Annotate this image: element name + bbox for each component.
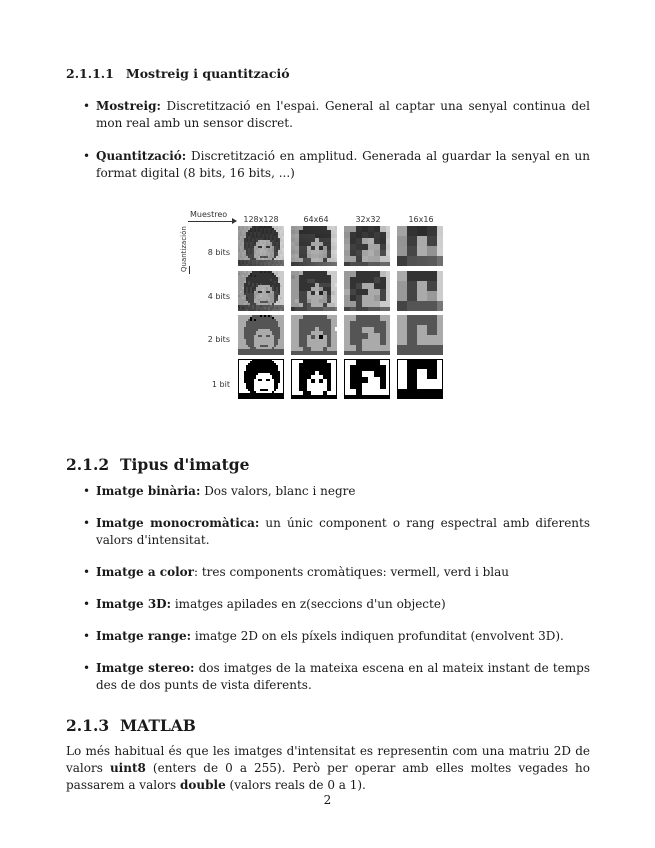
column-label: 16x16 xyxy=(408,215,434,224)
thumbnail-image xyxy=(344,315,390,355)
bullet-icon: • xyxy=(83,661,91,675)
paragraph-text: Lo més habitual és que les imatges d'intensitat es representin com una matriu 2D de valors xyxy=(66,744,590,775)
term: Imatge a color xyxy=(96,565,194,579)
bullet-icon: • xyxy=(83,516,91,530)
bullet-icon: • xyxy=(83,597,91,611)
subsection-heading-matlab xyxy=(66,716,196,735)
thumbnail-image xyxy=(291,359,337,399)
definition: Discretització en amplitud. Generada al guardar la senyal en un format digital (8 bits, 16 bits, ...) xyxy=(96,149,590,180)
subsection-title: MATLAB xyxy=(120,716,196,735)
thumbnail-image xyxy=(397,226,443,266)
arrow-right-icon xyxy=(188,221,236,222)
row-label: 1 bit xyxy=(211,380,230,389)
term: Imatge monocromàtica: xyxy=(96,516,260,530)
list-item xyxy=(66,98,590,132)
subsubsection-heading xyxy=(66,66,290,81)
subsubsection-title: Mostreig i quantització xyxy=(125,66,290,81)
definition: Dos valors, blanc i negre xyxy=(200,484,356,498)
row-label: 8 bits xyxy=(207,248,230,257)
thumbnail-image xyxy=(291,226,337,266)
sampling-list xyxy=(66,98,590,182)
bullet-icon: • xyxy=(83,629,91,643)
column-label: 64x64 xyxy=(303,215,329,224)
thumbnail-image xyxy=(238,271,284,311)
term: Imatge binària: xyxy=(96,484,201,498)
list-item xyxy=(66,564,590,581)
thumbnail-image xyxy=(344,359,390,399)
column-label: 32x32 xyxy=(355,215,381,224)
subsection-number: 2.1.2 xyxy=(66,455,110,474)
keyword-double: double xyxy=(180,778,226,792)
definition: imatges apilades en z(seccions d'un objecte) xyxy=(171,597,446,611)
list-item xyxy=(66,596,590,613)
thumbnail-image xyxy=(238,359,284,399)
definition: imatge 2D on els píxels indiquen profunditat (envolvent 3D). xyxy=(191,629,564,643)
paragraph-text: (enters de 0 a 255). Però per operar amb elles moltes vegades ho passarem a valors xyxy=(66,761,590,792)
bullet-icon: • xyxy=(83,149,91,163)
list-item xyxy=(66,148,590,182)
thumbnail-image xyxy=(397,271,443,311)
definition: : tres components cromàtiques: vermell, verd i blau xyxy=(193,565,510,579)
row-label: 4 bits xyxy=(207,292,230,301)
subsection-heading-types xyxy=(66,455,249,474)
thumbnail-image xyxy=(291,315,337,355)
definition: un únic component o rang espectral amb diferents valors d'intensitat. xyxy=(96,516,591,547)
thumbnail-image xyxy=(344,271,390,311)
list-item xyxy=(66,628,590,645)
column-label: 128x128 xyxy=(243,215,279,224)
figure-axis-title: Muestreo xyxy=(190,210,228,219)
arrow-down-icon xyxy=(189,266,190,274)
term: Mostreig: xyxy=(96,99,161,113)
bullet-icon: • xyxy=(83,99,91,113)
thumbnail-image xyxy=(238,226,284,266)
thumbnail-image xyxy=(397,359,443,399)
definition: Discretització en l'espai. General al captar una senyal continua del mon real amb un sensor discret. xyxy=(96,99,590,130)
sampling-quantization-figure xyxy=(176,210,451,410)
image-types-list xyxy=(66,483,590,694)
subsection-title: Tipus d'imatge xyxy=(120,455,250,474)
term: Imatge stereo: xyxy=(96,661,195,675)
thumbnail-image xyxy=(291,271,337,311)
subsubsection-number: 2.1.1.1 xyxy=(66,66,114,81)
thumbnail-image xyxy=(238,315,284,355)
bullet-icon: • xyxy=(83,565,91,579)
paragraph-text: (valors reals de 0 a 1). xyxy=(225,778,366,792)
page-number: 2 xyxy=(323,793,332,807)
keyword-uint8: uint8 xyxy=(109,761,146,775)
matlab-paragraph xyxy=(66,743,590,794)
row-label: 2 bits xyxy=(207,335,230,344)
thumbnail-image xyxy=(344,226,390,266)
term: Imatge range: xyxy=(96,629,192,643)
list-item xyxy=(66,483,590,500)
term: Imatge 3D: xyxy=(96,597,172,611)
term: Quantització: xyxy=(96,149,187,163)
subsection-number: 2.1.3 xyxy=(66,716,110,735)
definition: dos imatges de la mateixa escena en al mateix instant de temps des de dos punts de vista diferents. xyxy=(96,661,590,692)
list-item xyxy=(66,660,590,694)
bullet-icon: • xyxy=(83,484,91,498)
list-item xyxy=(66,515,590,549)
thumbnail-image xyxy=(397,315,443,355)
figure-vertical-label: Quantización xyxy=(180,226,188,272)
